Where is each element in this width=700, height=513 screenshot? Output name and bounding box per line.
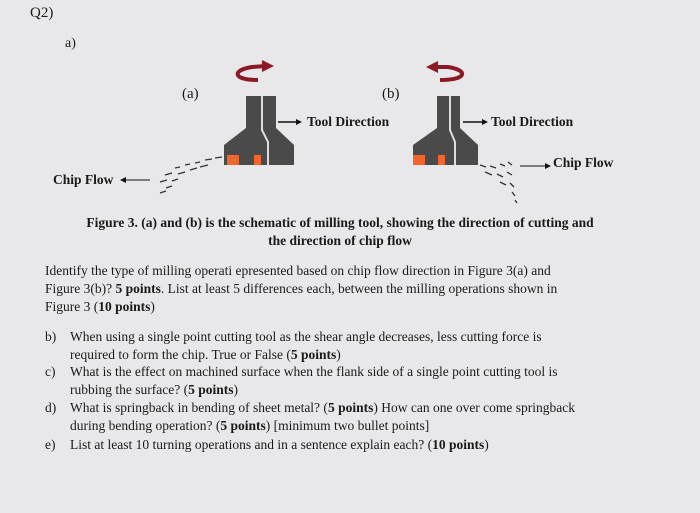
question-d-line2 [70, 418, 429, 434]
milling-tool-b [413, 96, 478, 165]
question-b-line1: When using a single point cutting tool as the shear angle decreases, less cutting force is [70, 329, 542, 344]
part-a-line3 [45, 299, 155, 315]
question-c-line2 [70, 382, 238, 398]
text: . List at least 5 differences each, between the milling operations shown in [160, 281, 558, 296]
text: Figure 3 ( [45, 299, 99, 314]
part-a-line1: Identify the type of milling operati epresented based on chip flow direction in Figure 3(a) and [45, 263, 551, 278]
text: ) [233, 382, 238, 397]
question-e-line1 [70, 437, 489, 453]
text: required to form the chip. True or False ( [70, 347, 291, 362]
points: 10 points [432, 437, 485, 452]
points: 5 points [188, 382, 234, 397]
text: What is springback in bending of sheet metal? ( [70, 400, 328, 415]
insert-a1 [227, 155, 239, 165]
marker: e) [45, 437, 56, 452]
points: 5 points [327, 400, 374, 415]
milling-tool-a [224, 96, 294, 165]
rotation-arrow-a [238, 66, 265, 80]
text: during bending operation? ( [70, 418, 221, 433]
question-label: Q2) [30, 5, 54, 21]
text: ) [minimum two bullet points] [265, 418, 430, 433]
part-a-label: a) [65, 36, 76, 51]
text: ) How can one over come springback [373, 400, 576, 415]
chips-a [160, 157, 222, 193]
marker: c) [45, 364, 56, 379]
figure-label-a: (a) [182, 86, 199, 102]
text: rubbing the surface? ( [70, 382, 189, 397]
insert-b2 [438, 155, 445, 165]
points: 5 points [290, 347, 337, 362]
text: Figure 3(b)? [45, 281, 116, 296]
tool-direction-label-a: Tool Direction [307, 114, 390, 129]
points: 5 points [220, 418, 266, 433]
points: 10 points [98, 299, 151, 314]
marker: d) [45, 400, 57, 415]
insert-a2 [254, 155, 261, 165]
points: 5 points [115, 281, 161, 296]
text: ) [150, 299, 155, 314]
figure-caption-line2: the direction of chip flow [268, 233, 412, 248]
chips-b [480, 162, 517, 203]
text: ) [484, 437, 489, 452]
insert-b1 [413, 155, 425, 165]
marker: b) [45, 329, 57, 344]
question-b-line2 [70, 347, 341, 363]
figure-caption-line1: Figure 3. (a) and (b) is the schematic of milling tool, showing the direction of cutting and [86, 215, 594, 230]
question-d-line1 [70, 400, 575, 416]
rotation-arrow-b [436, 67, 462, 80]
chip-flow-label-a: Chip Flow [53, 172, 114, 187]
part-a-line2 [45, 281, 557, 297]
chip-flow-label-b: Chip Flow [553, 155, 614, 170]
tool-direction-label-b: Tool Direction [491, 114, 574, 129]
figure-label-b: (b) [382, 86, 400, 102]
text: List at least 10 turning operations and in a sentence explain each? ( [70, 437, 433, 452]
question-c-line1: What is the effect on machined surface when the flank side of a single point cutting tool is [70, 364, 558, 379]
text: ) [336, 347, 341, 362]
